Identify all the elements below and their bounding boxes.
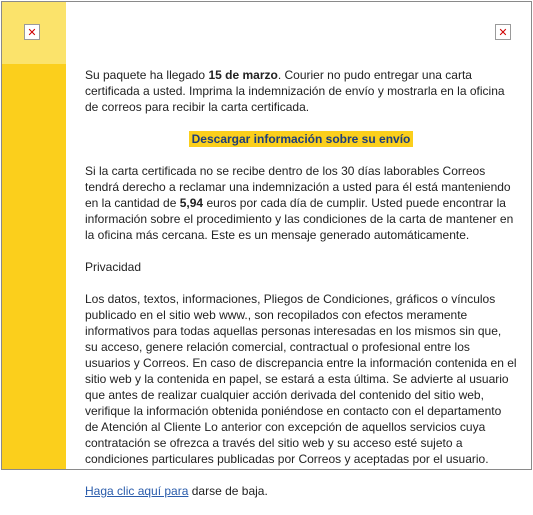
- intro-text-rest: . Courier no pudo entregar una carta certificada a usted. Imprima la indemnización de envío y mostrarla en la oficina de correos para recibir la carta certificada.: [85, 68, 505, 114]
- unsubscribe-link[interactable]: Haga clic aquí para: [85, 484, 189, 498]
- unsubscribe-paragraph: [85, 483, 517, 499]
- intro-text: Su paquete ha llegado: [85, 68, 209, 82]
- broken-image-icon: [24, 24, 40, 40]
- email-body: [85, 67, 517, 515]
- broken-image-icon: [495, 24, 511, 40]
- download-cta-wrap: [85, 131, 517, 147]
- left-accent-stripe: [2, 2, 66, 469]
- email-frame: [1, 1, 532, 498]
- fee-amount: 5,94: [179, 196, 204, 210]
- delivery-date: 15 de marzo: [208, 68, 278, 82]
- info-text: Si la carta certificada no se recibe dentro de los 30 días laborables Correos tendrá derecho a reclamar una indemnización a usted para él está manteniendo en la cantidad de: [85, 164, 511, 210]
- image-missing-x-icon: ✕: [27, 25, 37, 39]
- unsubscribe-text: darse de baja.: [188, 484, 268, 498]
- download-shipping-info-button[interactable]: Descargar información sobre su envío: [189, 131, 414, 147]
- info-paragraph: [85, 163, 517, 243]
- intro-paragraph: [85, 67, 517, 115]
- image-missing-x-icon: ✕: [498, 25, 508, 39]
- privacy-paragraph: Los datos, textos, informaciones, Pliegos de Condiciones, gráficos o vínculos publicado en el sitio web www., son recopilados con efectos meramente informativos para todas aquellas personas interesadas en los mismos sin que, su acceso, genere relación comercial, contractual o profesional entre los usuarios y Correos. En caso de discrepancia entre la información contenida en el sitio web y la contenida en papel, se estará a esta última. Se advierte al usuario que antes de realizar cualquier acción derivada del contenido del sitio web, verifique la información obtenida poniéndose en contacto con el departamento de Atención al Cliente Lo anterior con excepción de aquellos servicios cuya contratación se ofrezca a través del sitio web y su acceso esté sujeto a condiciones particulares publicadas por Correos y aceptadas por el usuario.: [85, 292, 517, 466]
- privacy-heading: Privacidad: [85, 260, 142, 274]
- info-text-rest: euros por cada día de cumplir. Usted puede encontrar la información sobre el procedimiento y las condiciones de la carta de mantener en la oficina más cercana. Este es un mensaje generado automáticamente.: [85, 196, 514, 242]
